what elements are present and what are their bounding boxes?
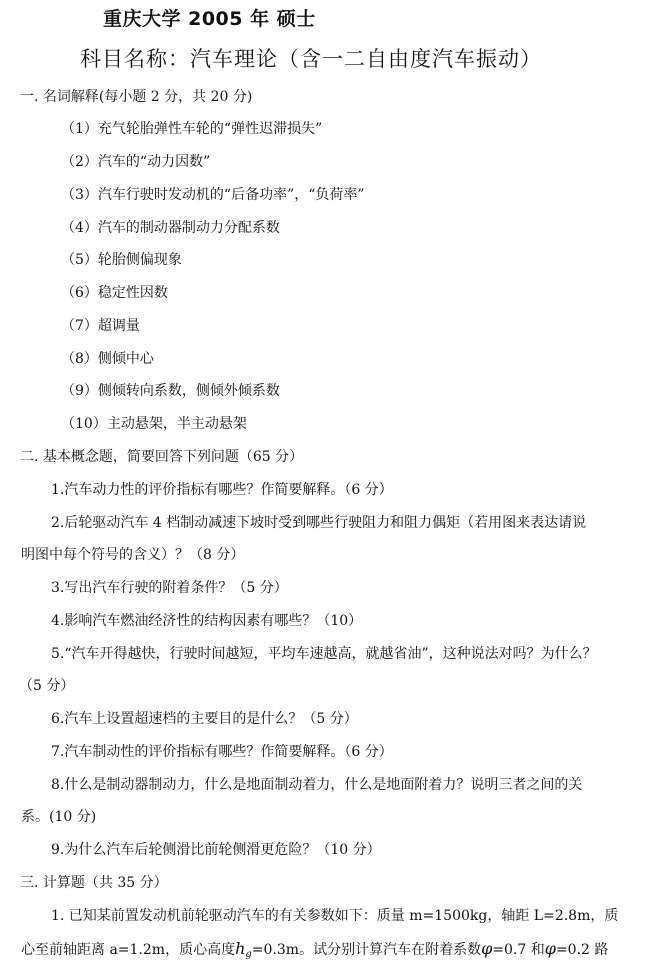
problem-1-text-c: =0.7 和: [492, 942, 545, 958]
exam-title: 重庆大学 2005 年 硕士: [103, 8, 316, 30]
list-item: （9）侧倾转向系数，侧倾外倾系数: [61, 383, 280, 399]
question-5-line-2: （5 分）: [19, 678, 75, 694]
list-item: （4）汽车的制动器制动力分配系数: [61, 220, 280, 236]
problem-1-text-b: =0.3m。试分别计算汽车在附着系数: [251, 942, 482, 958]
section-2-heading: 二. 基本概念题，简要回答下列问题（65 分）: [20, 449, 304, 465]
question-5-line-1: 5.“汽车开得越快，行驶时间越短，平均车速越高，就越省油”，这种说法对吗？为什么？: [51, 646, 597, 662]
question-8-line-2: 系。(10 分): [21, 809, 97, 825]
question-2-line-1: 2.后轮驱动汽车 4 档制动减速下坡时受到哪些行驶阻力和阻力偶矩（若用图来表达请说: [51, 515, 587, 531]
question-7: 7.汽车制动性的评价指标有哪些？作简要解释。（6 分）: [51, 744, 393, 760]
list-item: （2）汽车的“动力因数”: [61, 154, 211, 170]
list-item: （8）侧倾中心: [61, 351, 154, 367]
list-item: （7）超调量: [61, 318, 140, 334]
var-h-subscript: g: [245, 949, 252, 960]
var-phi: φ: [544, 939, 556, 958]
list-item: （10）主动悬架，半主动悬架: [61, 416, 247, 432]
question-2-line-2: 明图中每个符号的含义）？（8 分）: [21, 547, 245, 563]
section-3-heading: 三. 计算题（共 35 分）: [20, 875, 168, 891]
question-1: 1.汽车动力性的评价指标有哪些？作简要解释。（6 分）: [51, 482, 393, 498]
var-h: h: [235, 939, 246, 958]
question-3: 3.写出汽车行驶的附着条件？（5 分）: [51, 580, 288, 596]
list-item: （3）汽车行驶时发动机的“后备功率”，“负荷率”: [61, 187, 365, 203]
list-item: （5）轮胎侧偏现象: [61, 252, 182, 268]
problem-1-line-2: [21, 939, 608, 965]
list-item: （1）充气轮胎弹性车轮的“弹性迟滞损失”: [61, 121, 323, 137]
problem-1-text-d: =0.2 路: [555, 942, 609, 958]
var-phi: φ: [481, 939, 493, 958]
question-6: 6.汽车上设置超速档的主要目的是什么？（5 分）: [51, 711, 358, 727]
section-1-heading: 一. 名词解释(每小题 2 分，共 20 分): [20, 89, 253, 105]
problem-1-text-a: 心至前轴距离 a=1.2m，质心高度: [21, 942, 236, 958]
list-item: （6）稳定性因数: [61, 285, 168, 301]
question-9: 9.为什么汽车后轮侧滑比前轮侧滑更危险？（10 分）: [51, 842, 381, 858]
subject-title: 科目名称：汽车理论（含一二自由度汽车振动）: [80, 47, 542, 71]
problem-1-line-1: 1. 已知某前置发动机前轮驱动汽车的有关参数如下：质量 m=1500kg，轴距 L=2.8m，质: [51, 908, 619, 924]
question-4: 4.影响汽车燃油经济性的结构因素有哪些？（10）: [51, 613, 363, 629]
question-8-line-1: 8.什么是制动器制动力，什么是地面制动着力，什么是地面附着力？说明三者之间的关: [51, 777, 583, 793]
